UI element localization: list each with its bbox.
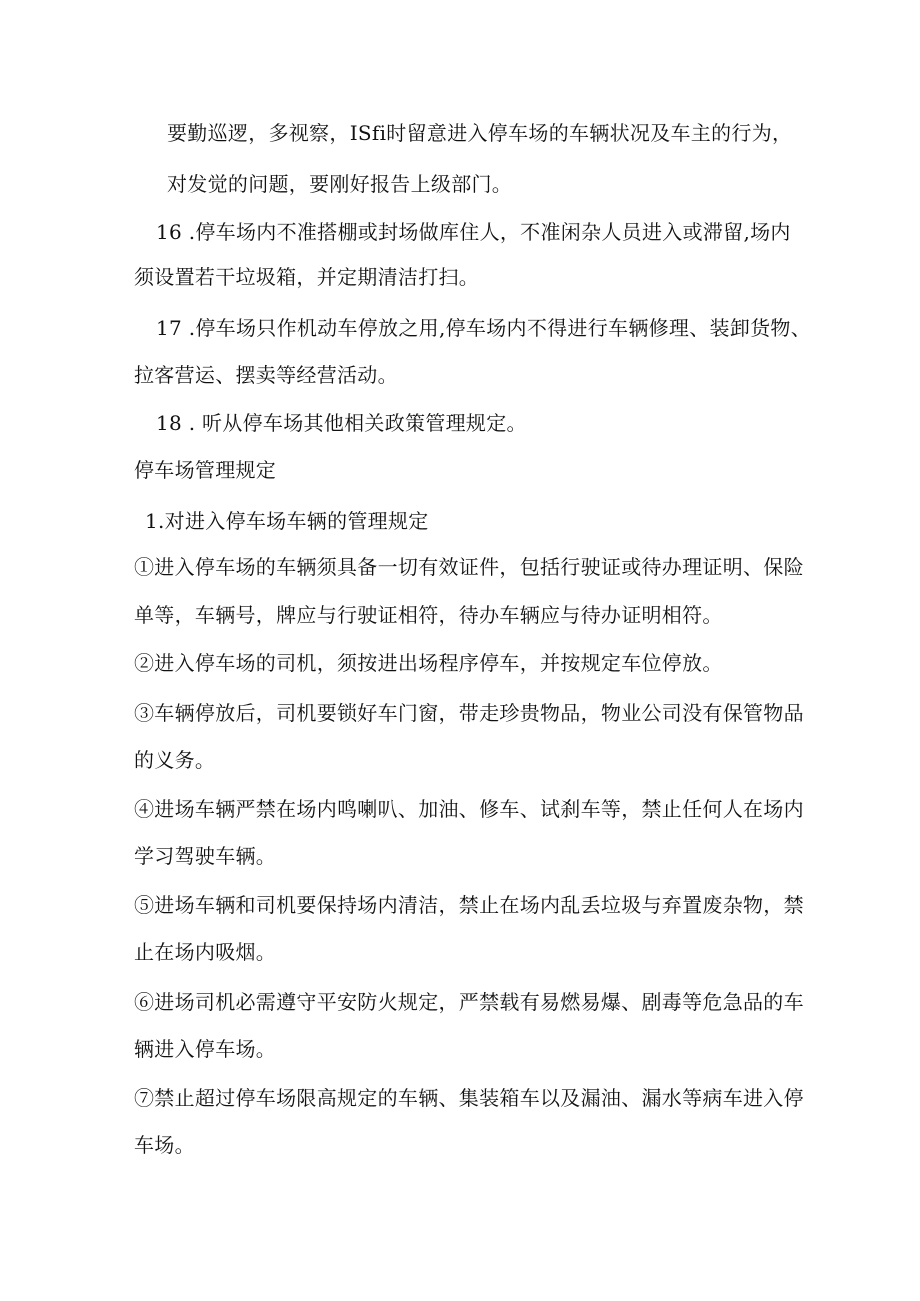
paragraph-line: 单等，车辆号，牌应与行驶证相符，待办车辆应与待办证明相符。	[134, 603, 723, 627]
paragraph-line: 的义务。	[134, 748, 216, 772]
section-heading: 停车场管理规定	[134, 458, 277, 482]
rule-item-4: ④进场车辆严禁在场内鸣喇叭、加油、修车、试刹车等，禁止任何人在场内	[134, 797, 804, 821]
rule-item-6: ⑥进场司机必需遵守平安防火规定，严禁载有易燃易爆、剧毒等危急品的车	[134, 990, 804, 1014]
rule-item-2: ②进入停车场的司机，须按进出场程序停车，并按规定车位停放。	[134, 651, 723, 675]
list-item-16: 16 .停车场内不准搭棚或封场做库住人，不准闲杂人员进入或滞留,场内	[156, 220, 791, 244]
rule-item-1: ①进入停车场的车辆须具备一切有效证件，包括行驶证或待办理证明、保险	[134, 555, 804, 579]
paragraph-line: 要勤巡逻，多视察，ISfi时留意进入停车场的车辆状况及车主的行为，	[167, 121, 793, 145]
paragraph-line: 拉客营运、摆卖等经营活动。	[134, 363, 398, 387]
rule-item-7: ⑦禁止超过停车场限高规定的车辆、集装箱车以及漏油、漏水等病车进入停	[134, 1086, 804, 1110]
rule-item-5: ⑤进场车辆和司机要保持场内清洁，禁止在场内乱丢垃圾与弃置废杂物，禁	[134, 893, 804, 917]
paragraph-line: 学习驾驶车辆。	[134, 844, 277, 868]
paragraph-line: 须设置若干垃圾箱，并定期清洁打扫。	[134, 265, 480, 289]
paragraph-line: 车场。	[134, 1133, 195, 1157]
subsection-heading: 1.对进入停车场车辆的管理规定	[145, 509, 429, 533]
paragraph-line: 对发觉的问题，要刚好报告上级部门。	[167, 172, 513, 196]
list-item-18: 18 . 听从停车场其他相关政策管理规定。	[156, 411, 527, 435]
paragraph-line: 辆进入停车场。	[134, 1037, 277, 1061]
paragraph-line: 止在场内吸烟。	[134, 940, 277, 964]
rule-item-3: ③车辆停放后，司机要锁好车门窗，带走珍贵物品，物业公司没有保管物品	[134, 701, 804, 725]
list-item-17: 17 .停车场只作机动车停放之用,停车场内不得进行车辆修理、装卸货物、	[156, 316, 812, 340]
